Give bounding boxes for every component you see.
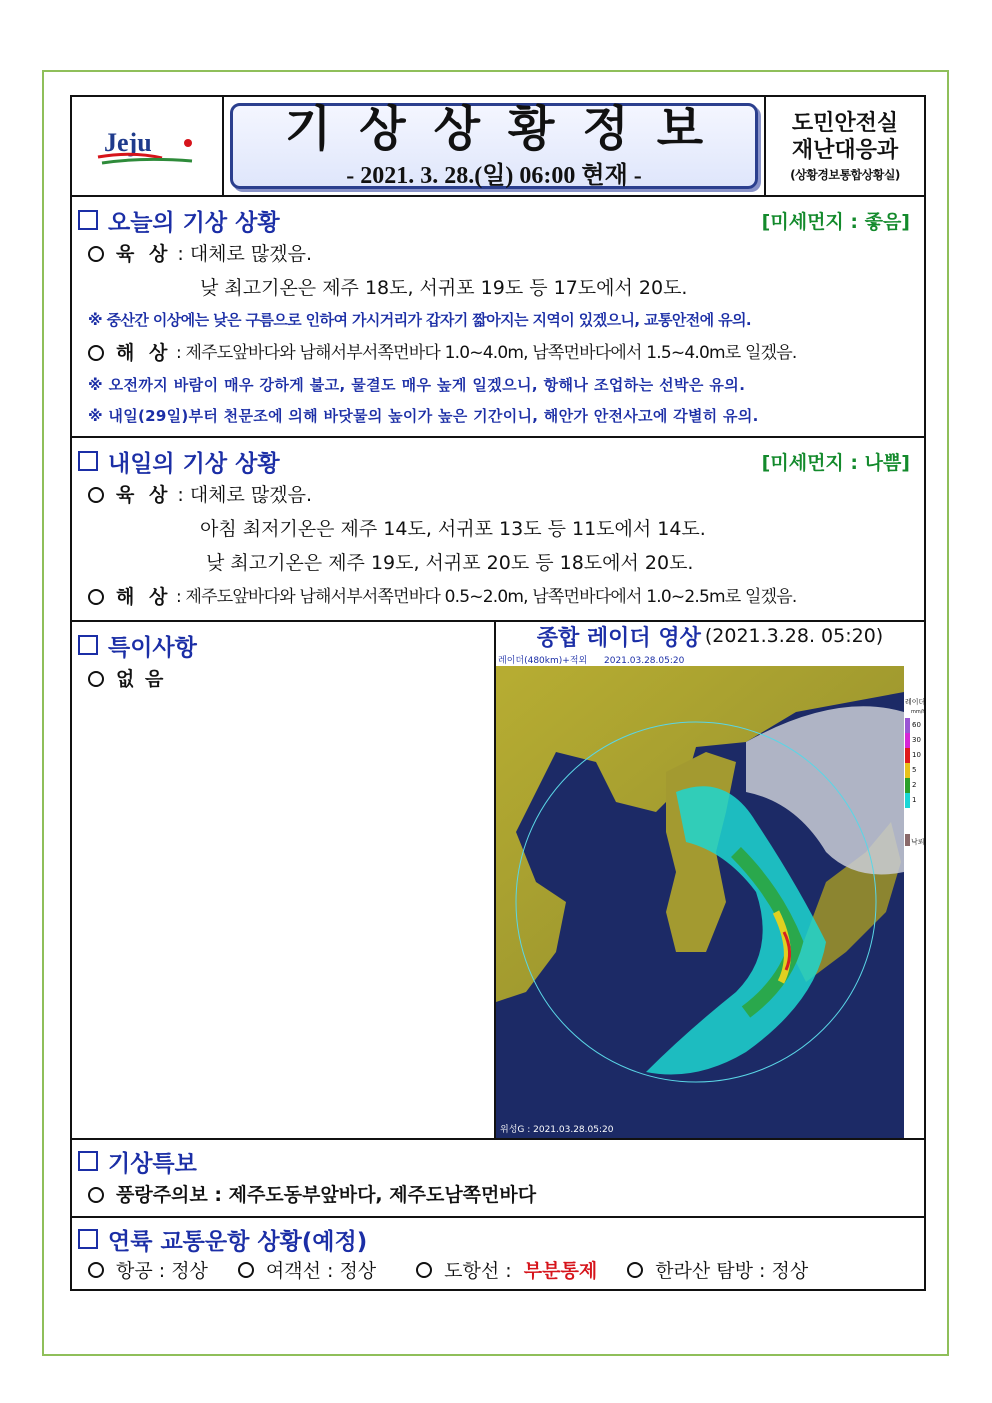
traffic-island-status: 부분통제 <box>523 1260 598 1282</box>
report-datetime: - 2021. 3. 28.(일) 06:00 현재 - <box>346 162 642 189</box>
circle-bullet-icon <box>88 246 104 262</box>
traffic-hallasan: 한라산 탐방 : 정상 <box>655 1260 809 1282</box>
traffic-ferry: 여객선 : 정상 <box>265 1260 377 1282</box>
tomorrow-land: 육 상 : 대체로 많겠음. <box>78 478 916 512</box>
radar-header <box>496 622 924 650</box>
radar-panel <box>496 622 924 1138</box>
department <box>766 97 924 195</box>
legend-value: 10 <box>912 751 921 759</box>
today-land: 육 상 : 대체로 많겠음. <box>78 237 916 271</box>
title-box <box>230 100 758 189</box>
radar-top-label: 레이더(480km)+적외 <box>498 656 588 666</box>
radar-bottom-label: 위성G : 2021.03.28.05:20 <box>500 1125 614 1135</box>
checkbox-square-icon <box>78 1229 98 1249</box>
tomorrow-land-max: 낮 최고기온은 제주 19도, 서귀포 20도 등 18도에서 20도. <box>206 552 694 574</box>
today-dust: [미세먼지 : 좋음] <box>761 210 910 233</box>
traffic-title: 연륙 교통운항 상황(예정) <box>78 1223 367 1256</box>
legend-lightning: 낙뢰 <box>911 838 925 846</box>
circle-bullet-icon <box>238 1262 254 1278</box>
today-title: 오늘의 기상 상황 <box>78 204 280 237</box>
dept-office: (상황경보통합상황실) <box>790 167 900 182</box>
tomorrow-sea: 해 상 : 제주도앞바다와 남해서부서쪽먼바다 0.5~2.0m, 남쪽먼바다에서 1.0~2.5m로 일겠음. <box>78 580 916 614</box>
weather-report-document <box>70 95 926 1291</box>
today-section <box>72 197 924 438</box>
radar-time: (2021.3.28. 05:20) <box>704 625 884 647</box>
radar-title: 종합 레이더 영상 <box>536 625 701 651</box>
special-and-radar <box>72 622 924 1140</box>
circle-bullet-icon <box>88 671 104 687</box>
legend-value: 60 <box>912 721 921 729</box>
special-title: 특이사항 <box>78 629 197 662</box>
legend-value: 1 <box>912 796 917 804</box>
today-note-wind: ※ 오전까지 바람이 매우 강하게 불고, 물결도 매우 높게 일겠으니, 항해나 조업하는 선박은 유의. <box>88 376 746 394</box>
legend-title: 레이더 <box>905 698 926 706</box>
warning-section <box>72 1140 924 1218</box>
circle-bullet-icon <box>416 1262 432 1278</box>
legend-value: 5 <box>912 766 917 774</box>
report-header <box>72 97 924 197</box>
special-item: 없 음 <box>78 662 488 696</box>
circle-bullet-icon <box>627 1262 643 1278</box>
legend-unit: mm/h <box>911 709 926 715</box>
tomorrow-section <box>72 438 924 622</box>
tomorrow-dust: [미세먼지 : 나쁨] <box>761 451 910 474</box>
checkbox-square-icon <box>78 210 98 230</box>
radar-satellite-image <box>496 652 924 1138</box>
today-land-temp: 낮 최고기온은 제주 18도, 서귀포 19도 등 17도에서 20도. <box>200 277 688 299</box>
circle-bullet-icon <box>88 487 104 503</box>
jeju-logo-icon <box>92 121 202 171</box>
jeju-logo <box>72 97 224 195</box>
today-note-tide: ※ 내일(29일)부터 천문조에 의해 바닷물의 높이가 높은 기간이니, 해안가 안전사고에 각별히 유의. <box>88 407 759 425</box>
today-note-visibility: ※ 중산간 이상에는 낮은 구름으로 인하여 가시거리가 갑자기 짧아지는 지역이 있겠으니, 교통안전에 유의. <box>88 311 752 329</box>
warning-item: 풍랑주의보 : 제주도동부앞바다, 제주도남쪽먼바다 <box>78 1178 916 1212</box>
checkbox-square-icon <box>78 451 98 471</box>
special-section <box>72 622 496 1138</box>
checkbox-square-icon <box>78 635 98 655</box>
traffic-section <box>72 1218 924 1289</box>
report-title: 기상상황정보 <box>284 100 732 157</box>
warning-title: 기상특보 <box>78 1145 197 1178</box>
logo-text: Jeju <box>104 128 152 157</box>
circle-bullet-icon <box>88 1262 104 1278</box>
circle-bullet-icon <box>88 1187 104 1203</box>
traffic-air: 항공 : 정상 <box>116 1260 208 1282</box>
dept-name-2: 재난대응과 <box>791 137 899 163</box>
checkbox-square-icon <box>78 1151 98 1171</box>
traffic-island-label: 도항선 : <box>444 1260 512 1282</box>
dept-name-1: 도민안전실 <box>791 110 899 136</box>
traffic-status-row <box>78 1256 916 1283</box>
circle-bullet-icon <box>88 589 104 605</box>
radar-top-time: 2021.03.28.05:20 <box>604 656 685 666</box>
title-cell <box>224 97 766 195</box>
tomorrow-land-min: 아침 최저기온은 제주 14도, 서귀포 13도 등 11도에서 14도. <box>200 518 706 540</box>
tomorrow-title: 내일의 기상 상황 <box>78 445 280 478</box>
circle-bullet-icon <box>88 345 104 361</box>
today-sea: 해 상 : 제주도앞바다와 남해서부서쪽먼바다 1.0~4.0m, 남쪽먼바다에서 1.5~4.0m로 일겠음. <box>78 336 916 370</box>
legend-value: 2 <box>912 781 917 789</box>
legend-value: 30 <box>912 736 921 744</box>
